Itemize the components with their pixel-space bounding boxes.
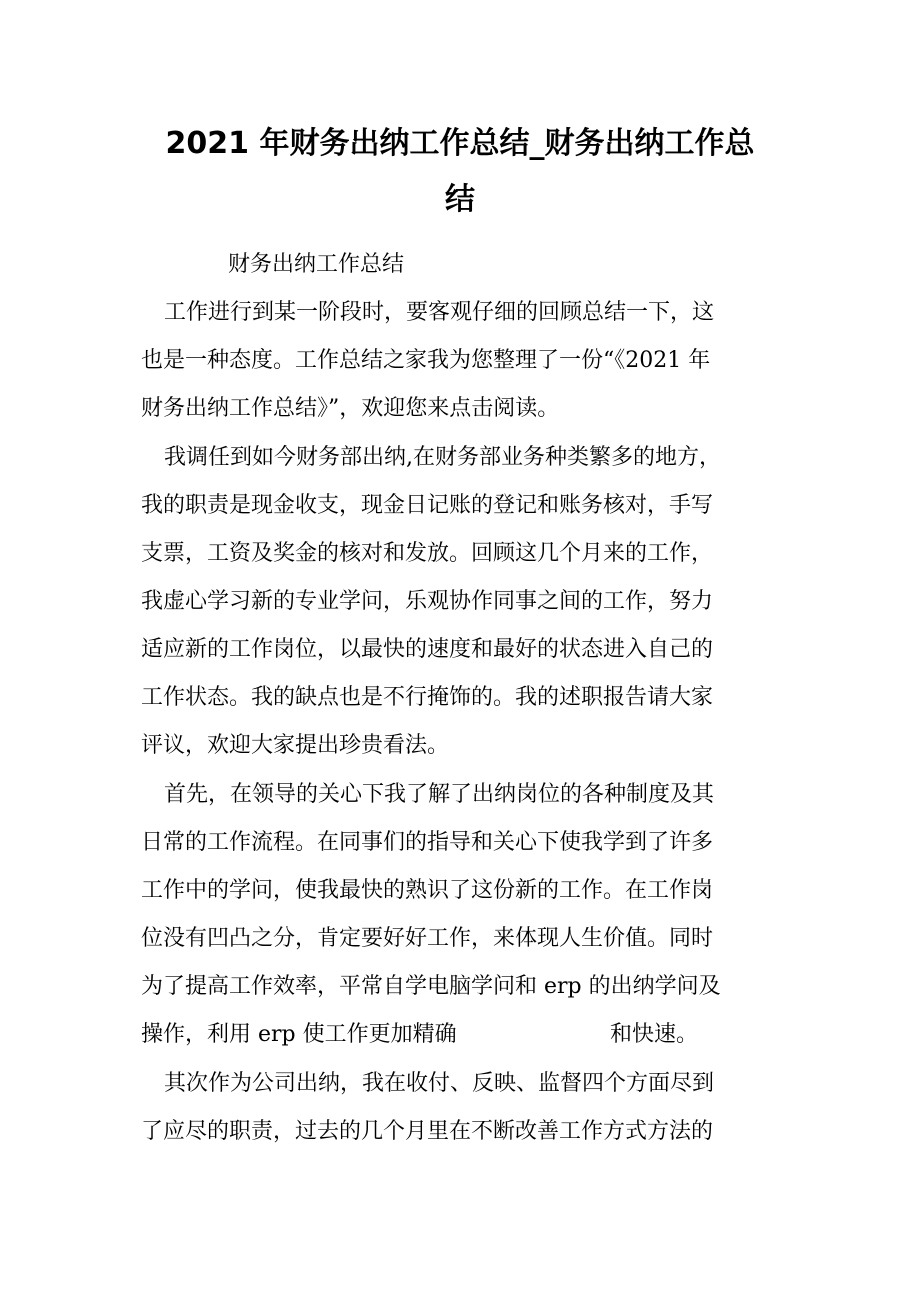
document-subtitle: 财务出纳工作总结 <box>228 252 405 277</box>
paragraph-4-line-2: 了应尽的职责，过去的几个月里在不断改善工作方式方法的 <box>141 1119 714 1144</box>
paragraph-2-line-7: 评议，欢迎大家提出珍贵看法。 <box>141 733 450 758</box>
paragraph-2-line-1: 我调任到如今财务部出纳,在财务部业务种类繁多的地方， <box>164 445 721 470</box>
paragraph-1-line-1: 工作进行到某一阶段时，要客观仔细的回顾总结一下，这 <box>164 300 715 325</box>
paragraph-1-line-3: 财务出纳工作总结》”，欢迎您来点击阅读。 <box>141 396 560 421</box>
paragraph-3-line-6b: 和快速。 <box>610 1022 699 1047</box>
paragraph-1-line-2: 也是一种态度。工作总结之家我为您整理了一份“《2021 年 <box>141 348 711 373</box>
paragraph-2-line-3: 支票，工资及奖金的核对和发放。回顾这几个月来的工作， <box>141 541 714 566</box>
paragraph-3-line-1: 首先，在领导的关心下我了解了出纳岗位的各种制度及其 <box>164 782 715 807</box>
paragraph-3-line-3: 工作中的学问，使我最快的熟识了这份新的工作。在工作岗 <box>141 878 714 903</box>
paragraph-3-line-4: 位没有凹凸之分，肯定要好好工作，来体现人生价值。同时 <box>141 926 714 951</box>
paragraph-3-line-2: 日常的工作流程。在同事们的指导和关心下使我学到了许多 <box>141 830 714 855</box>
paragraph-3-line-5: 为了提高工作效率，平常自学电脑学问和 erp 的出纳学问及 <box>141 974 721 999</box>
paragraph-2-line-5: 适应新的工作岗位，以最快的速度和最好的状态进入自己的 <box>141 637 714 662</box>
paragraph-2-line-4: 我虚心学习新的专业学问，乐观协作同事之间的工作，努力 <box>141 589 714 614</box>
document-title-line-1: 2021 年财务出纳工作总结_财务出纳工作总 <box>165 126 755 161</box>
document-title-line-2: 结 <box>445 182 475 217</box>
paragraph-4-line-1: 其次作为公司出纳，我在收付、反映、监督四个方面尽到 <box>164 1071 715 1096</box>
paragraph-3-line-6a: 操作，利用 erp 使工作更加精确 <box>141 1022 457 1047</box>
paragraph-2-line-2: 我的职责是现金收支，现金日记账的登记和账务核对，手写 <box>141 493 714 518</box>
paragraph-2-line-6: 工作状态。我的缺点也是不行掩饰的。我的述职报告请大家 <box>141 685 714 710</box>
